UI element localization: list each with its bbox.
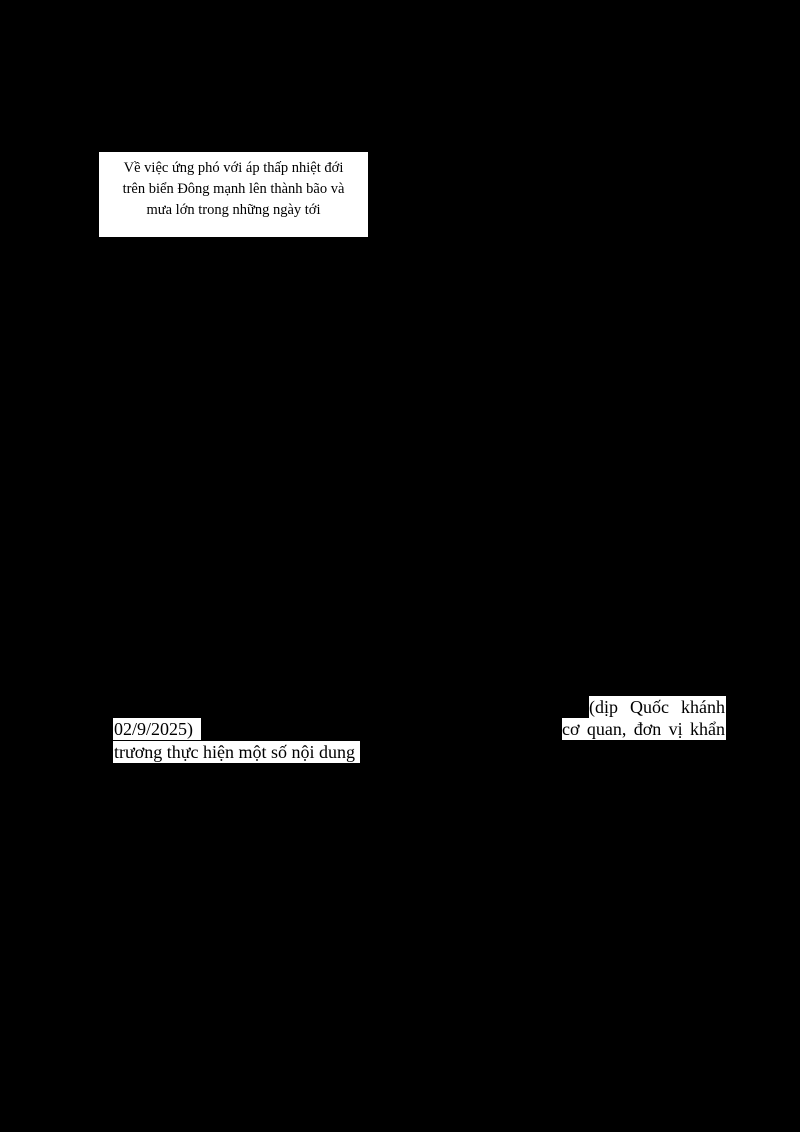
subject-box [99,152,368,237]
subject-line-3: mưa lớn trong những ngày tới [146,202,321,218]
subject-line-2: trên biển Đông mạnh lên thành bão và [122,181,345,197]
word: khẩn [690,719,725,739]
word: khánh [681,697,725,717]
fragment-text: trương thực hiện một số nội dung [114,742,356,762]
body-fragment-line3-left [113,741,360,763]
word: đơn [633,719,662,739]
body-fragment-line2-left [113,718,201,740]
subject-line-1: Về việc ứng phó với áp thấp nhiệt đới [123,160,344,176]
word: cơ [562,719,580,739]
word: (dịp [589,697,618,717]
word: vị [668,719,683,739]
fragment-text: 02/9/2025) [114,719,193,739]
word: Quốc [630,697,669,717]
body-fragment-line1-right [589,696,726,718]
body-fragment-line2-right [562,718,726,740]
word: quan, [586,719,627,739]
